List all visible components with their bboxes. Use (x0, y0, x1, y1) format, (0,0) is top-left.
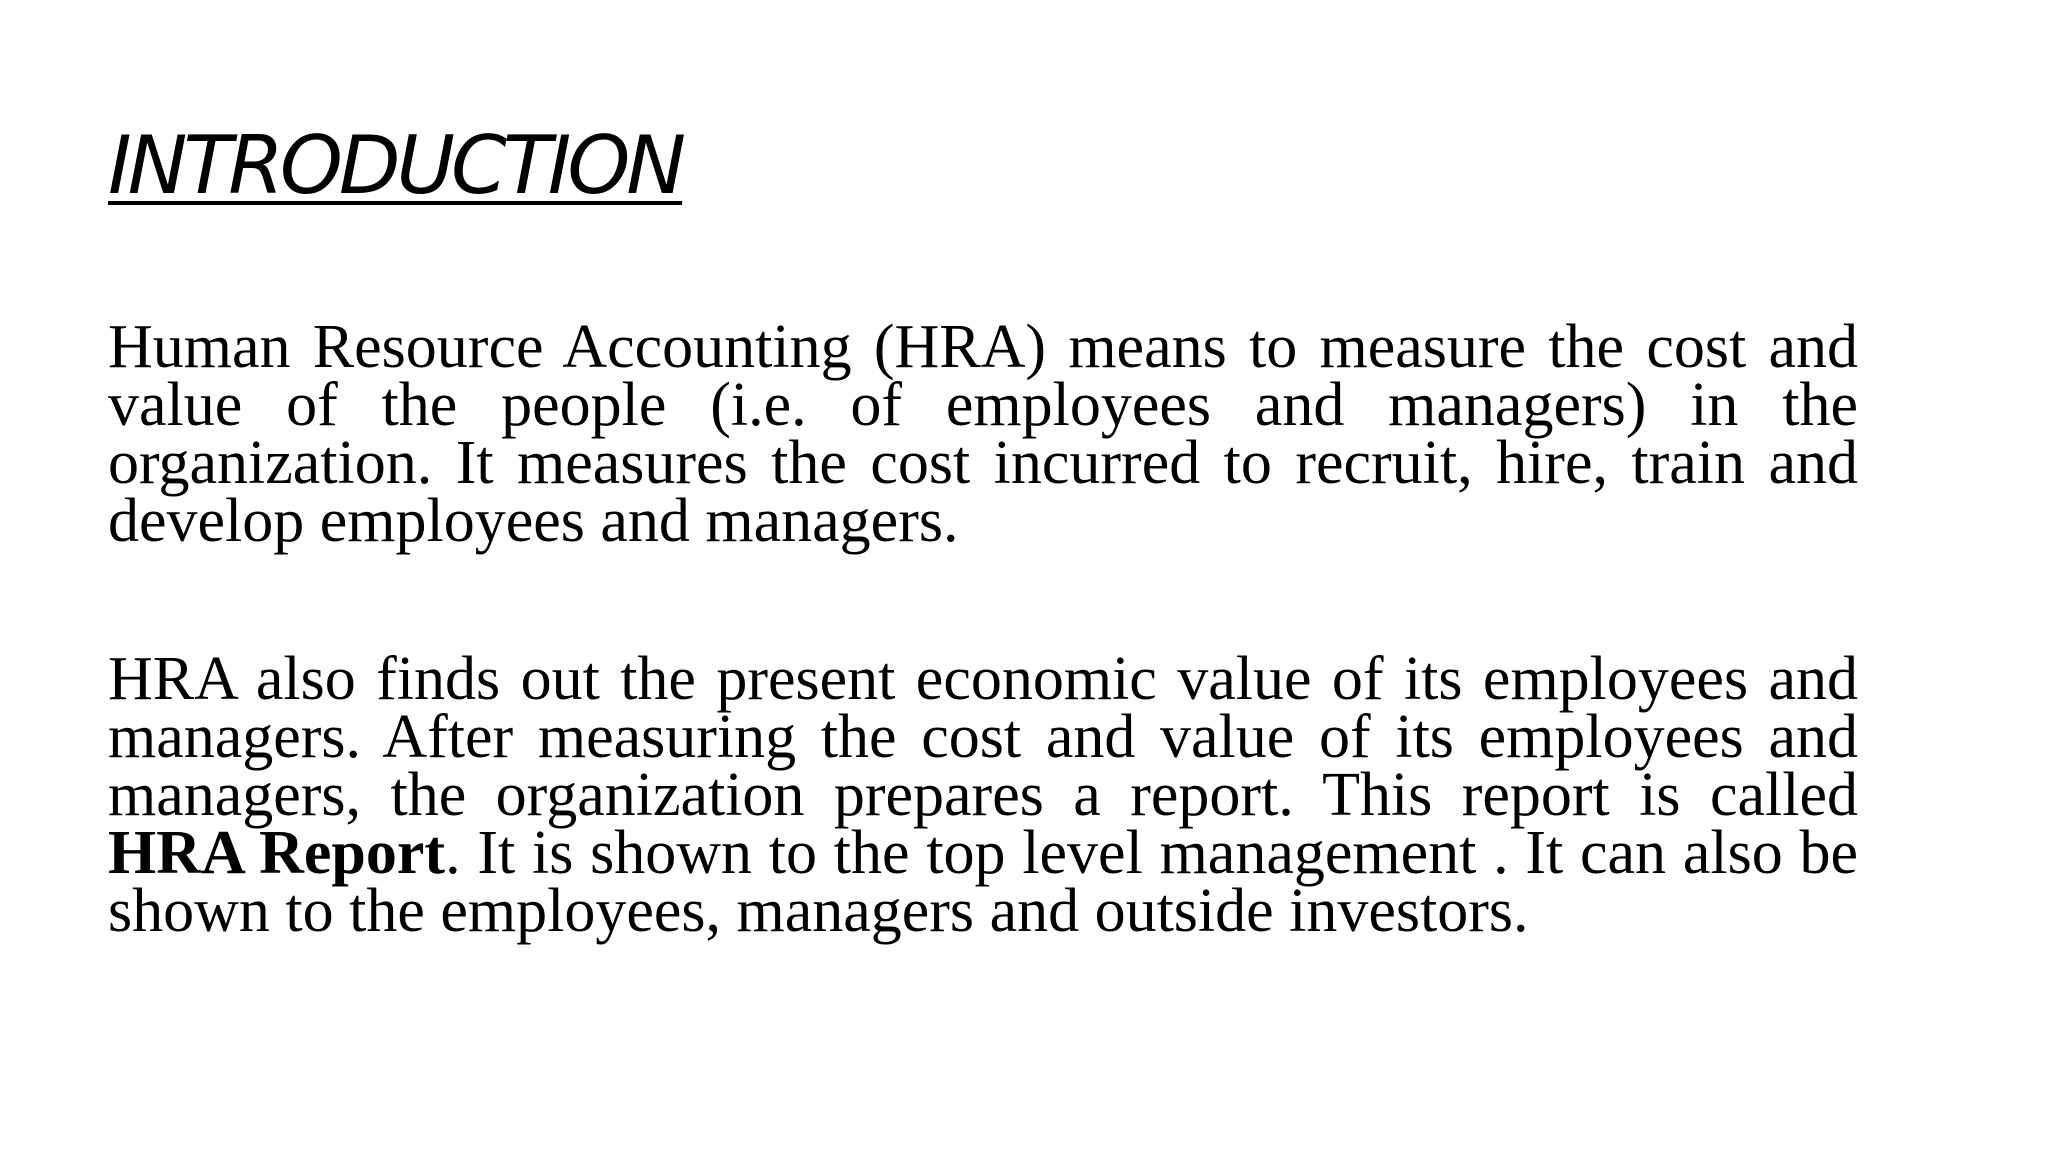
hra-report-term: HRA Report (108, 819, 446, 887)
slide-title: INTRODUCTION (108, 119, 683, 212)
paragraph-hra-report (108, 645, 1858, 945)
paragraph-hra-report-text-before: HRA also finds out the present economic value of its employees and managers. After measuring the cost and value of its employees and managers, the organization prepares a report. This report is called (108, 645, 1858, 829)
paragraph-hra-definition: Human Resource Accounting (HRA) means to measure the cost and value of the people (i.e. of employees and managers) in the organization. It measures the cost incurred to recruit, hire, train and develop employees and managers. (108, 313, 1858, 555)
paragraph-hra-report-text-after: . It is shown to the top level management . It can also be shown to the employees, managers and outside investors. (108, 819, 1858, 945)
